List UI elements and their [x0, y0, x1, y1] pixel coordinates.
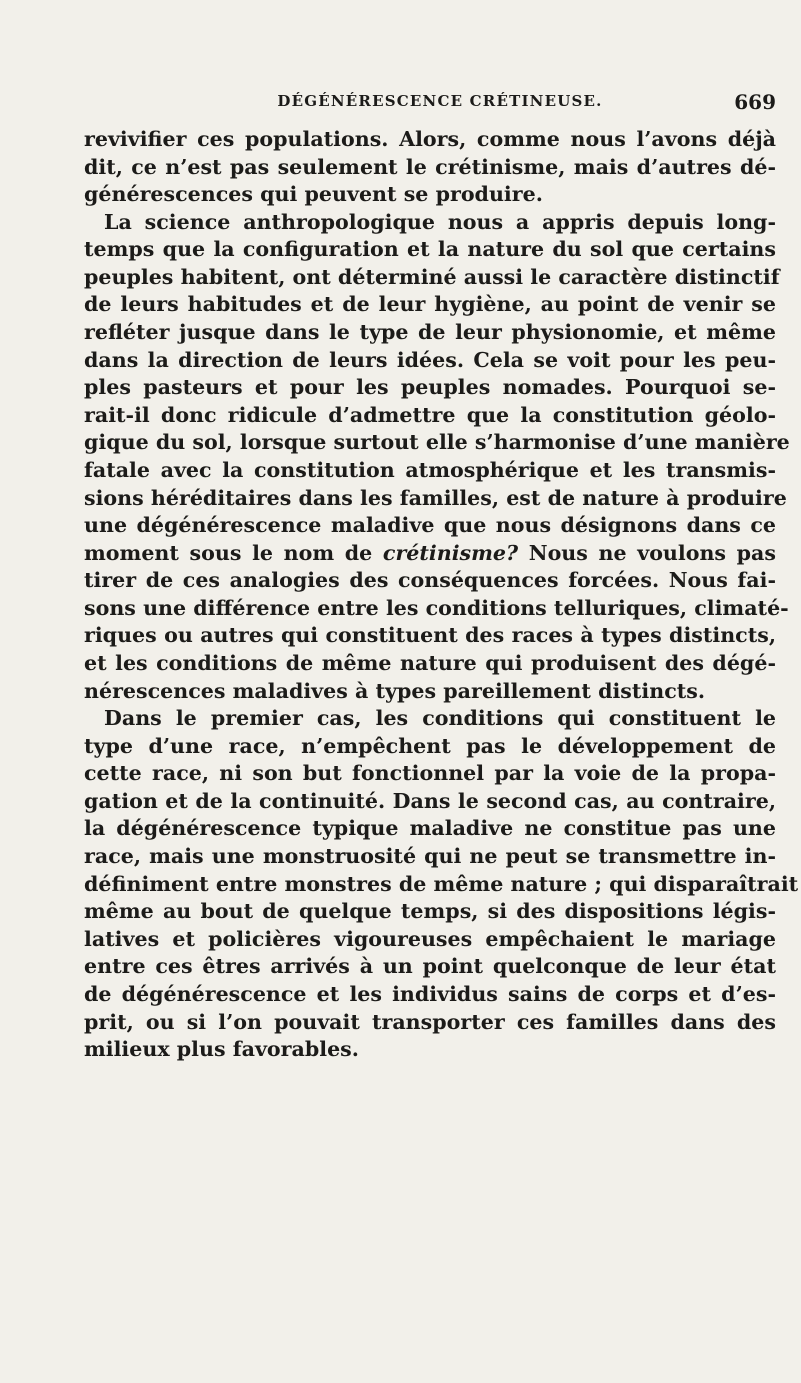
text-line: prit, ou si l’on pouvait transporter ces familles dans des: [84, 1009, 776, 1034]
text-line: nérescences maladives à types pareillement distincts.: [84, 678, 706, 703]
text-segment: Nous ne voulons pas: [528, 540, 776, 565]
text-line: et les conditions de même nature qui produisent des dégé-: [84, 650, 776, 675]
text-line: milieux plus favorables.: [84, 1037, 359, 1062]
text-line: de dégénérescence et les individus sains de corps et d’es-: [84, 981, 776, 1006]
text-line: type d’une race, n’empêchent pas le développement de: [84, 733, 776, 758]
text-line: latives et policières vigoureuses empêchaient le mariage: [84, 926, 776, 951]
text-line: sons une différence entre les conditions telluriques, climaté-: [84, 595, 789, 620]
text-line: générescences qui peuvent se produire.: [84, 182, 543, 207]
text-line: définiment entre monstres de même nature ; qui disparaîtrait: [84, 871, 799, 896]
body-text: [84, 126, 799, 1064]
page-header: [104, 92, 776, 120]
text-line: peuples habitent, ont déterminé aussi le caractère distinctif: [84, 264, 780, 289]
text-line: race, mais une monstruosité qui ne peut se transmettre in-: [84, 844, 776, 869]
text-line: la dégénérescence typique maladive ne constitue pas une: [84, 816, 776, 841]
text-line: dans la direction de leurs idées. Cela se voit pour les peu-: [84, 347, 776, 372]
text-line: dit, ce n’est pas seulement le crétinisme, mais d’autres dé-: [84, 154, 776, 179]
text-line-mixed: [84, 540, 776, 568]
text-line: temps que la configuration et la nature du sol que certains: [84, 237, 776, 262]
text-line: une dégénérescence maladive que nous désignons dans ce: [84, 513, 776, 538]
emphasized-term: crétinisme?: [382, 540, 519, 565]
text-segment: moment sous le nom de: [84, 540, 373, 565]
text-line: refléter jusque dans le type de leur physionomie, et même: [84, 320, 776, 345]
text-line: gique du sol, lorsque surtout elle s’harmonise d’une manière: [84, 430, 790, 455]
text-line: de leurs habitudes et de leur hygiène, au point de venir se: [84, 292, 776, 317]
text-line: gation et de la continuité. Dans le second cas, au contraire,: [84, 788, 776, 813]
text-line: tirer de ces analogies des conséquences forcées. Nous fai-: [84, 568, 776, 593]
text-line: rait-il donc ridicule d’admettre que la constitution géolo-: [84, 402, 776, 427]
running-title: DÉGÉNÉRESCENCE CRÉTINEUSE.: [277, 92, 603, 110]
text-line: même au bout de quelque temps, si des dispositions légis-: [84, 899, 776, 924]
text-line: ples pasteurs et pour les peuples nomades. Pourquoi se-: [84, 375, 776, 400]
text-line: cette race, ni son but fonctionnel par la voie de la propa-: [84, 761, 776, 786]
text-line: sions héréditaires dans les familles, est de nature à produire: [84, 485, 787, 510]
page-number: 669: [734, 90, 776, 114]
text-line: Dans le premier cas, les conditions qui constituent le: [104, 706, 776, 731]
text-line: fatale avec la constitution atmosphérique et les transmis-: [84, 457, 776, 482]
text-line: revivifier ces populations. Alors, comme nous l’avons déjà: [84, 127, 776, 151]
text-line: La science anthropologique nous a appris depuis long-: [104, 209, 776, 234]
text-line: entre ces êtres arrivés à un point quelconque de leur état: [84, 954, 776, 979]
text-line: riques ou autres qui constituent des races à types distincts,: [84, 623, 776, 648]
